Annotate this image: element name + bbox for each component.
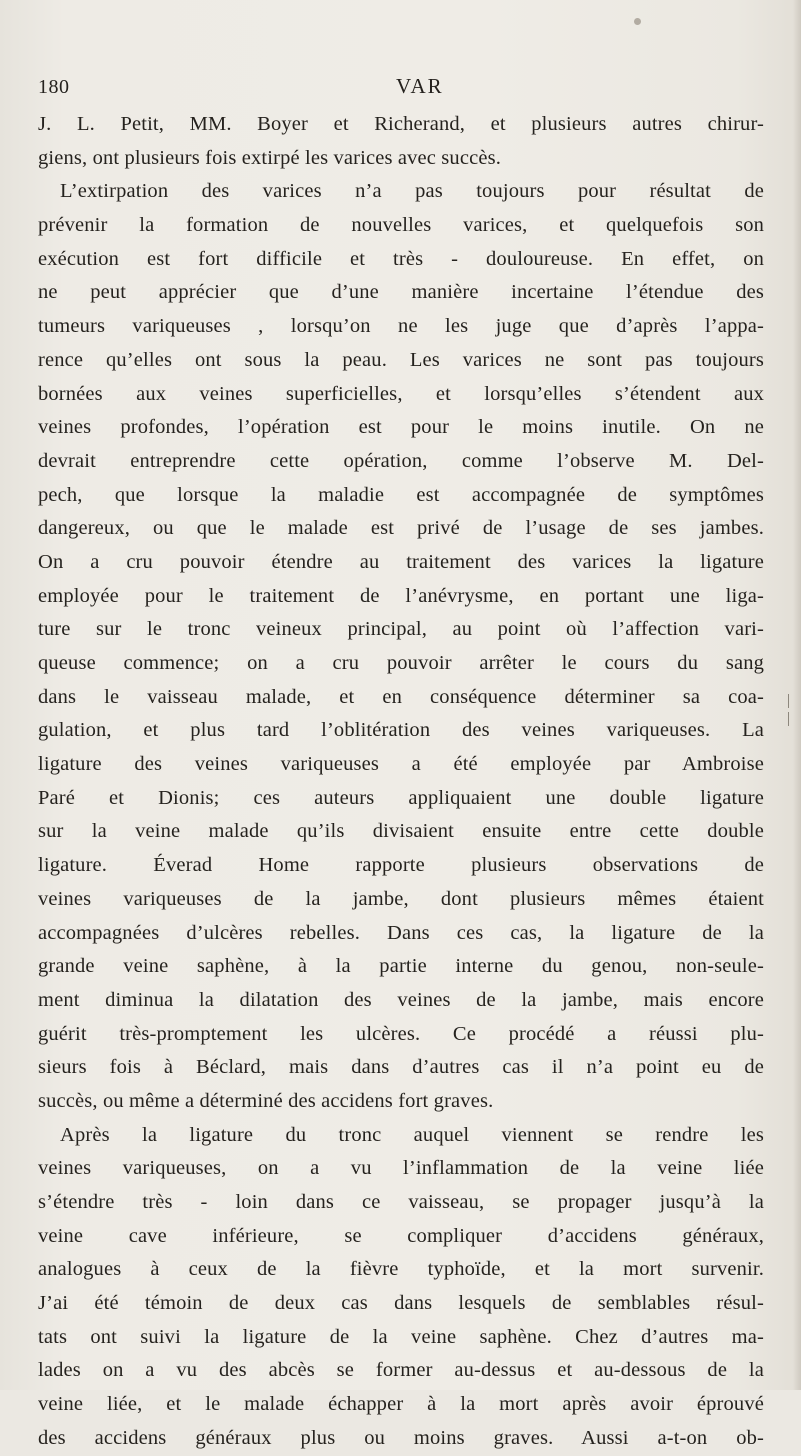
text-line: giens, ont plusieurs fois extirpé les varices avec succès.	[38, 146, 501, 169]
page-edge-shadow	[793, 0, 801, 1390]
text-line: gulation, et plus tard l’oblitération des veines variqueuses. La	[38, 719, 764, 742]
text-line: J. L. Petit, MM. Boyer et Richerand, et plusieurs autres chirur-	[38, 113, 764, 135]
text-line: des accidens généraux plus ou moins graves. Aussi a-t-on ob-	[38, 1426, 764, 1449]
text-line: ligature. Éverad Home rapporte plusieurs observations de	[38, 854, 764, 877]
text-line: veines profondes, l’opération est pour le moins inutile. On ne	[38, 416, 764, 439]
text-line: rence qu’elles ont sous la peau. Les varices ne sont pas toujours	[38, 348, 764, 371]
text-line: Paré et Dionis; ces auteurs appliquaient une double ligature	[38, 786, 764, 809]
text-line: bornées aux veines superficielles, et lorsqu’elles s’étendent aux	[38, 382, 764, 405]
text-line: analogues à ceux de la fièvre typhoïde, et la mort survenir.	[38, 1258, 764, 1281]
text-line: Après la ligature du tronc auquel viennent se rendre les	[60, 1123, 764, 1146]
text-line: tumeurs variqueuses , lorsqu’on ne les juge que d’après l’appa-	[38, 315, 764, 338]
text-line: veines variqueuses, on a vu l’inflammation de la veine liée	[38, 1157, 764, 1180]
page-header	[38, 76, 758, 106]
running-head: VAR	[396, 74, 444, 98]
margin-tick	[788, 694, 789, 708]
text-line: accompagnées d’ulcères rebelles. Dans ces cas, la ligature de la	[38, 921, 764, 944]
text-line: prévenir la formation de nouvelles varices, et quelquefois son	[38, 214, 764, 237]
text-line: ment diminua la dilatation des veines de la jambe, mais encore	[38, 988, 764, 1011]
body-text	[38, 108, 764, 1456]
text-line: lades on a vu des abcès se former au-dessus et au-dessous de la	[38, 1359, 764, 1382]
text-line: dans le vaisseau malade, et en conséquence déterminer sa coa-	[38, 685, 764, 708]
text-line: succès, ou même a déterminé des accidens fort graves.	[38, 1089, 494, 1112]
text-line: dangereux, ou que le malade est privé de l’usage de ses jambes.	[38, 517, 764, 540]
text-line: sieurs fois à Béclard, mais dans d’autres cas il n’a point eu de	[38, 1056, 764, 1079]
text-line: veine cave inférieure, se compliquer d’accidens généraux,	[38, 1224, 764, 1247]
text-line: veine liée, et le malade échapper à la mort après avoir éprouvé	[38, 1393, 764, 1416]
text-line: queuse commence; on a cru pouvoir arrêter le cours du sang	[38, 652, 764, 674]
text-line: tats ont suivi la ligature de la veine saphène. Chez d’autres ma-	[38, 1325, 764, 1348]
text-line: exécution est fort difficile et très - douloureuse. En effet, on	[38, 247, 764, 270]
page-number: 180	[38, 76, 70, 98]
text-line: ture sur le tronc veineux principal, au point où l’affection vari-	[38, 618, 764, 641]
text-line: J’ai été témoin de deux cas dans lesquels de semblables résul-	[38, 1292, 764, 1315]
text-line: veines variqueuses de la jambe, dont plusieurs mêmes étaient	[38, 887, 764, 910]
text-line: devrait entreprendre cette opération, comme l’observe M. Del-	[38, 449, 764, 472]
text-line: L’extirpation des varices n’a pas toujours pour résultat de	[60, 180, 764, 203]
ink-spot	[634, 18, 641, 25]
margin-marks	[786, 690, 792, 750]
text-line: On a cru pouvoir étendre au traitement des varices la ligature	[38, 550, 764, 573]
margin-tick	[788, 712, 789, 726]
text-line: grande veine saphène, à la partie interne du genou, non-seule-	[38, 955, 764, 978]
text-line: sur la veine malade qu’ils divisaient ensuite entre cette double	[38, 820, 764, 843]
text-line: ne peut apprécier que d’une manière incertaine l’étendue des	[38, 281, 764, 304]
text-line: s’étendre très - loin dans ce vaisseau, se propager jusqu’à la	[38, 1191, 764, 1213]
text-line: employée pour le traitement de l’anévrysme, en portant une liga-	[38, 584, 764, 607]
text-line: pech, que lorsque la maladie est accompagnée de symptômes	[38, 483, 764, 506]
text-line: guérit très-promptement les ulcères. Ce procédé a réussi plu-	[38, 1022, 764, 1045]
text-line: ligature des veines variqueuses a été employée par Ambroise	[38, 753, 764, 776]
